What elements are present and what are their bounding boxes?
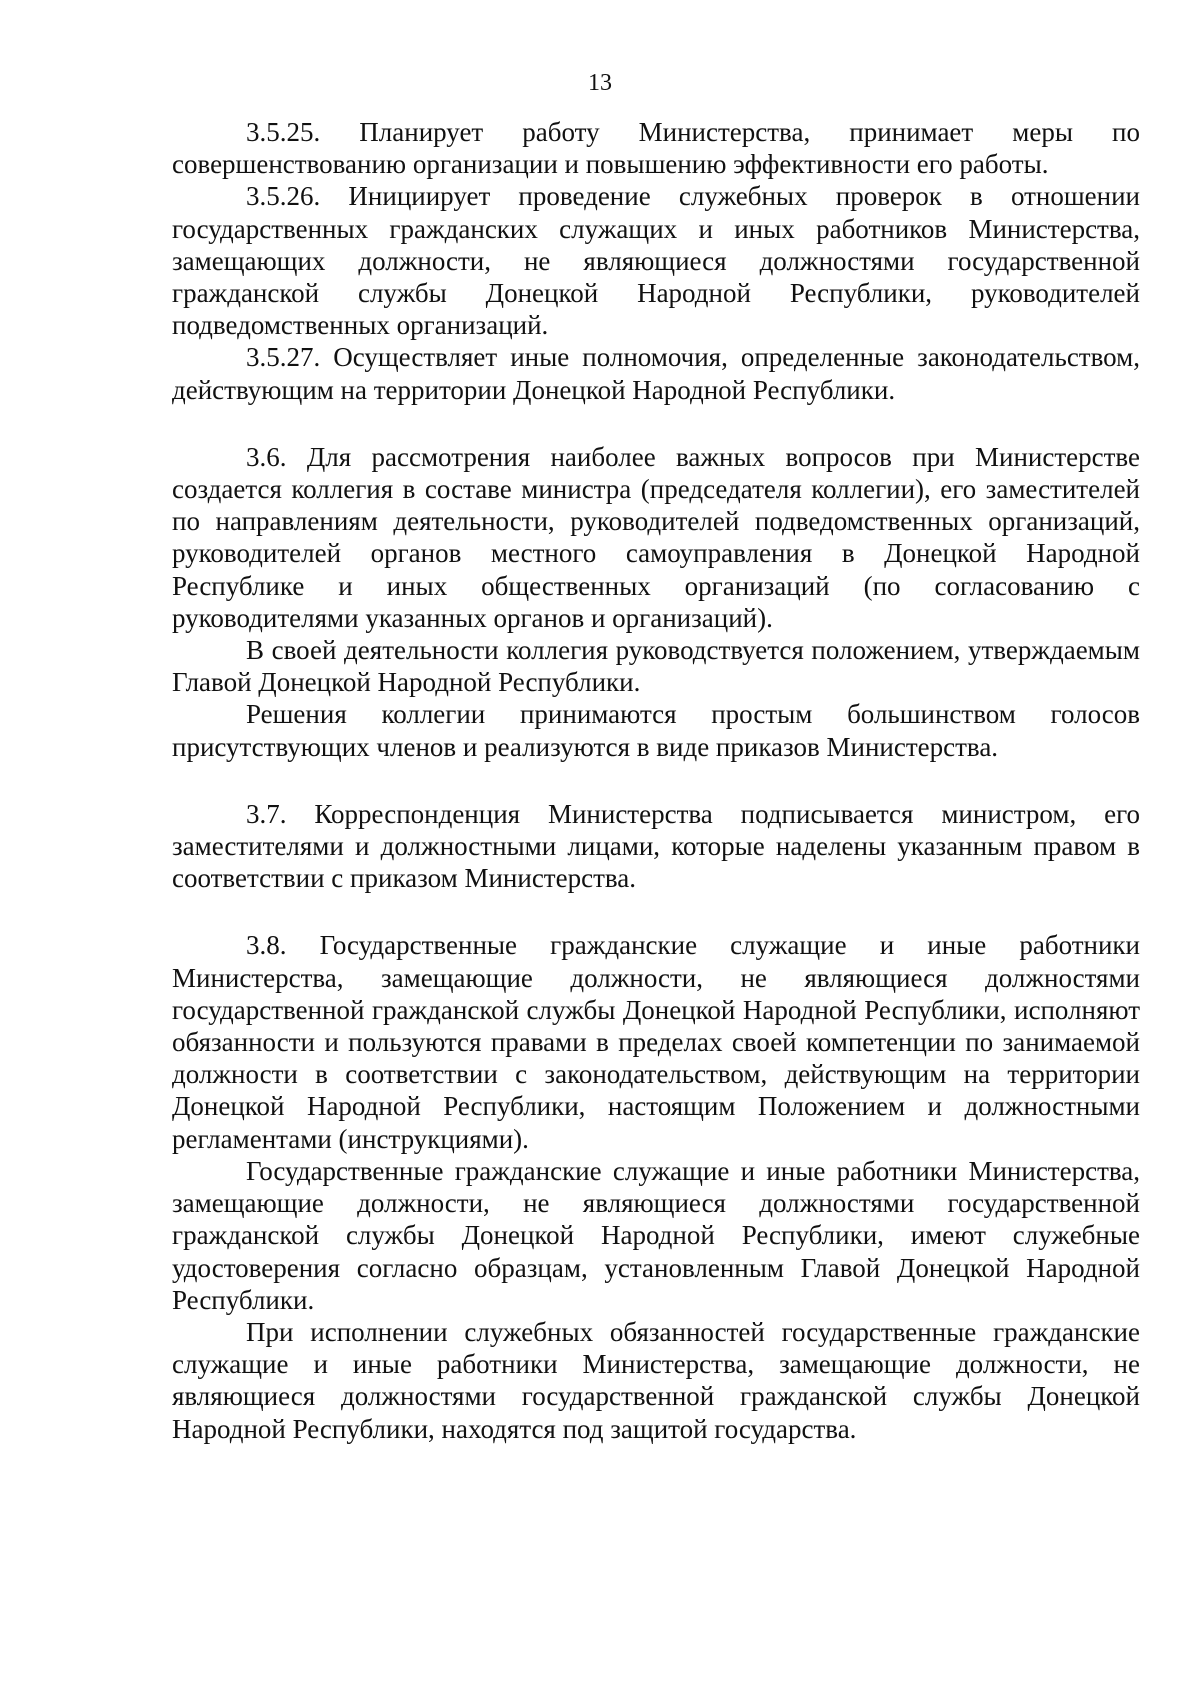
paragraph-3-5-27: 3.5.27. Осуществляет иные полномочия, определенные законодательством, действующим на территории Донецкой Народной Республики. [172,342,1140,405]
paragraph-3-6-guidance: В своей деятельности коллегия руководствуется положением, утверждаемым Главой Донецкой Народной Республики. [172,635,1140,698]
section-spacer [172,406,1140,441]
paragraph-3-8-protection: При исполнении служебных обязанностей государственные гражданские служащие и иные работники Министерства, замещающие должности, не являющиеся должностями государственной гражданской службы Донецкой Народной Республики, находятся под защитой государства. [172,1316,1140,1444]
paragraph-3-6-decisions: Решения коллегии принимаются простым большинством голосов присутствующих членов и реализуются в виде приказов Министерства. [172,699,1140,762]
paragraph-3-7: 3.7. Корреспонденция Министерства подписывается министром, его заместителями и должностными лицами, которые наделены указанным правом в соответствии с приказом Министерства. [172,798,1140,894]
paragraph-3-5-26: 3.5.26. Инициирует проведение служебных проверок в отношении государственных гражданских служащих и иных работников Министерства, замещающих должности, не являющиеся должностями государственной гражданской службы Донецкой Народной Республики, руководителей подведомственных организаций. [172,181,1140,341]
paragraph-3-8: 3.8. Государственные гражданские служащие и иные работники Министерства, замещающие должности, не являющиеся должностями государственной гражданской службы Донецкой Народной Республики, исполняют обязанности и пользуются правами в пределах своей компетенции по занимаемой должности в соответствии с законодательством, действующим на территории Донецкой Народной Республики, настоящим Положением и должностными регламентами (инструкциями). [172,930,1140,1154]
paragraph-3-5-25: 3.5.25. Планирует работу Министерства, принимает меры по совершенствованию организации и повышению эффективности его работы. [172,117,1140,180]
paragraph-3-6: 3.6. Для рассмотрения наиболее важных вопросов при Министерстве создается коллегия в составе министра (председателя коллегии), его заместителей по направлениям деятельности, руководителей подведомственных организаций, руководителей органов местного самоуправления в Донецкой Народной Республике и иных общественных организаций (по согласованию с руководителями указанных органов и организаций). [172,441,1140,633]
document-body [172,116,1140,1445]
section-spacer [172,894,1140,929]
page-number: 13 [588,70,612,96]
paragraph-3-8-certificates: Государственные гражданские служащие и иные работники Министерства, замещающие должности, не являющиеся должностями государственной гражданской службы Донецкой Народной Республики, имеют служебные удостоверения согласно образцам, установленным Главой Донецкой Народной Республики. [172,1155,1140,1315]
section-spacer [172,763,1140,798]
